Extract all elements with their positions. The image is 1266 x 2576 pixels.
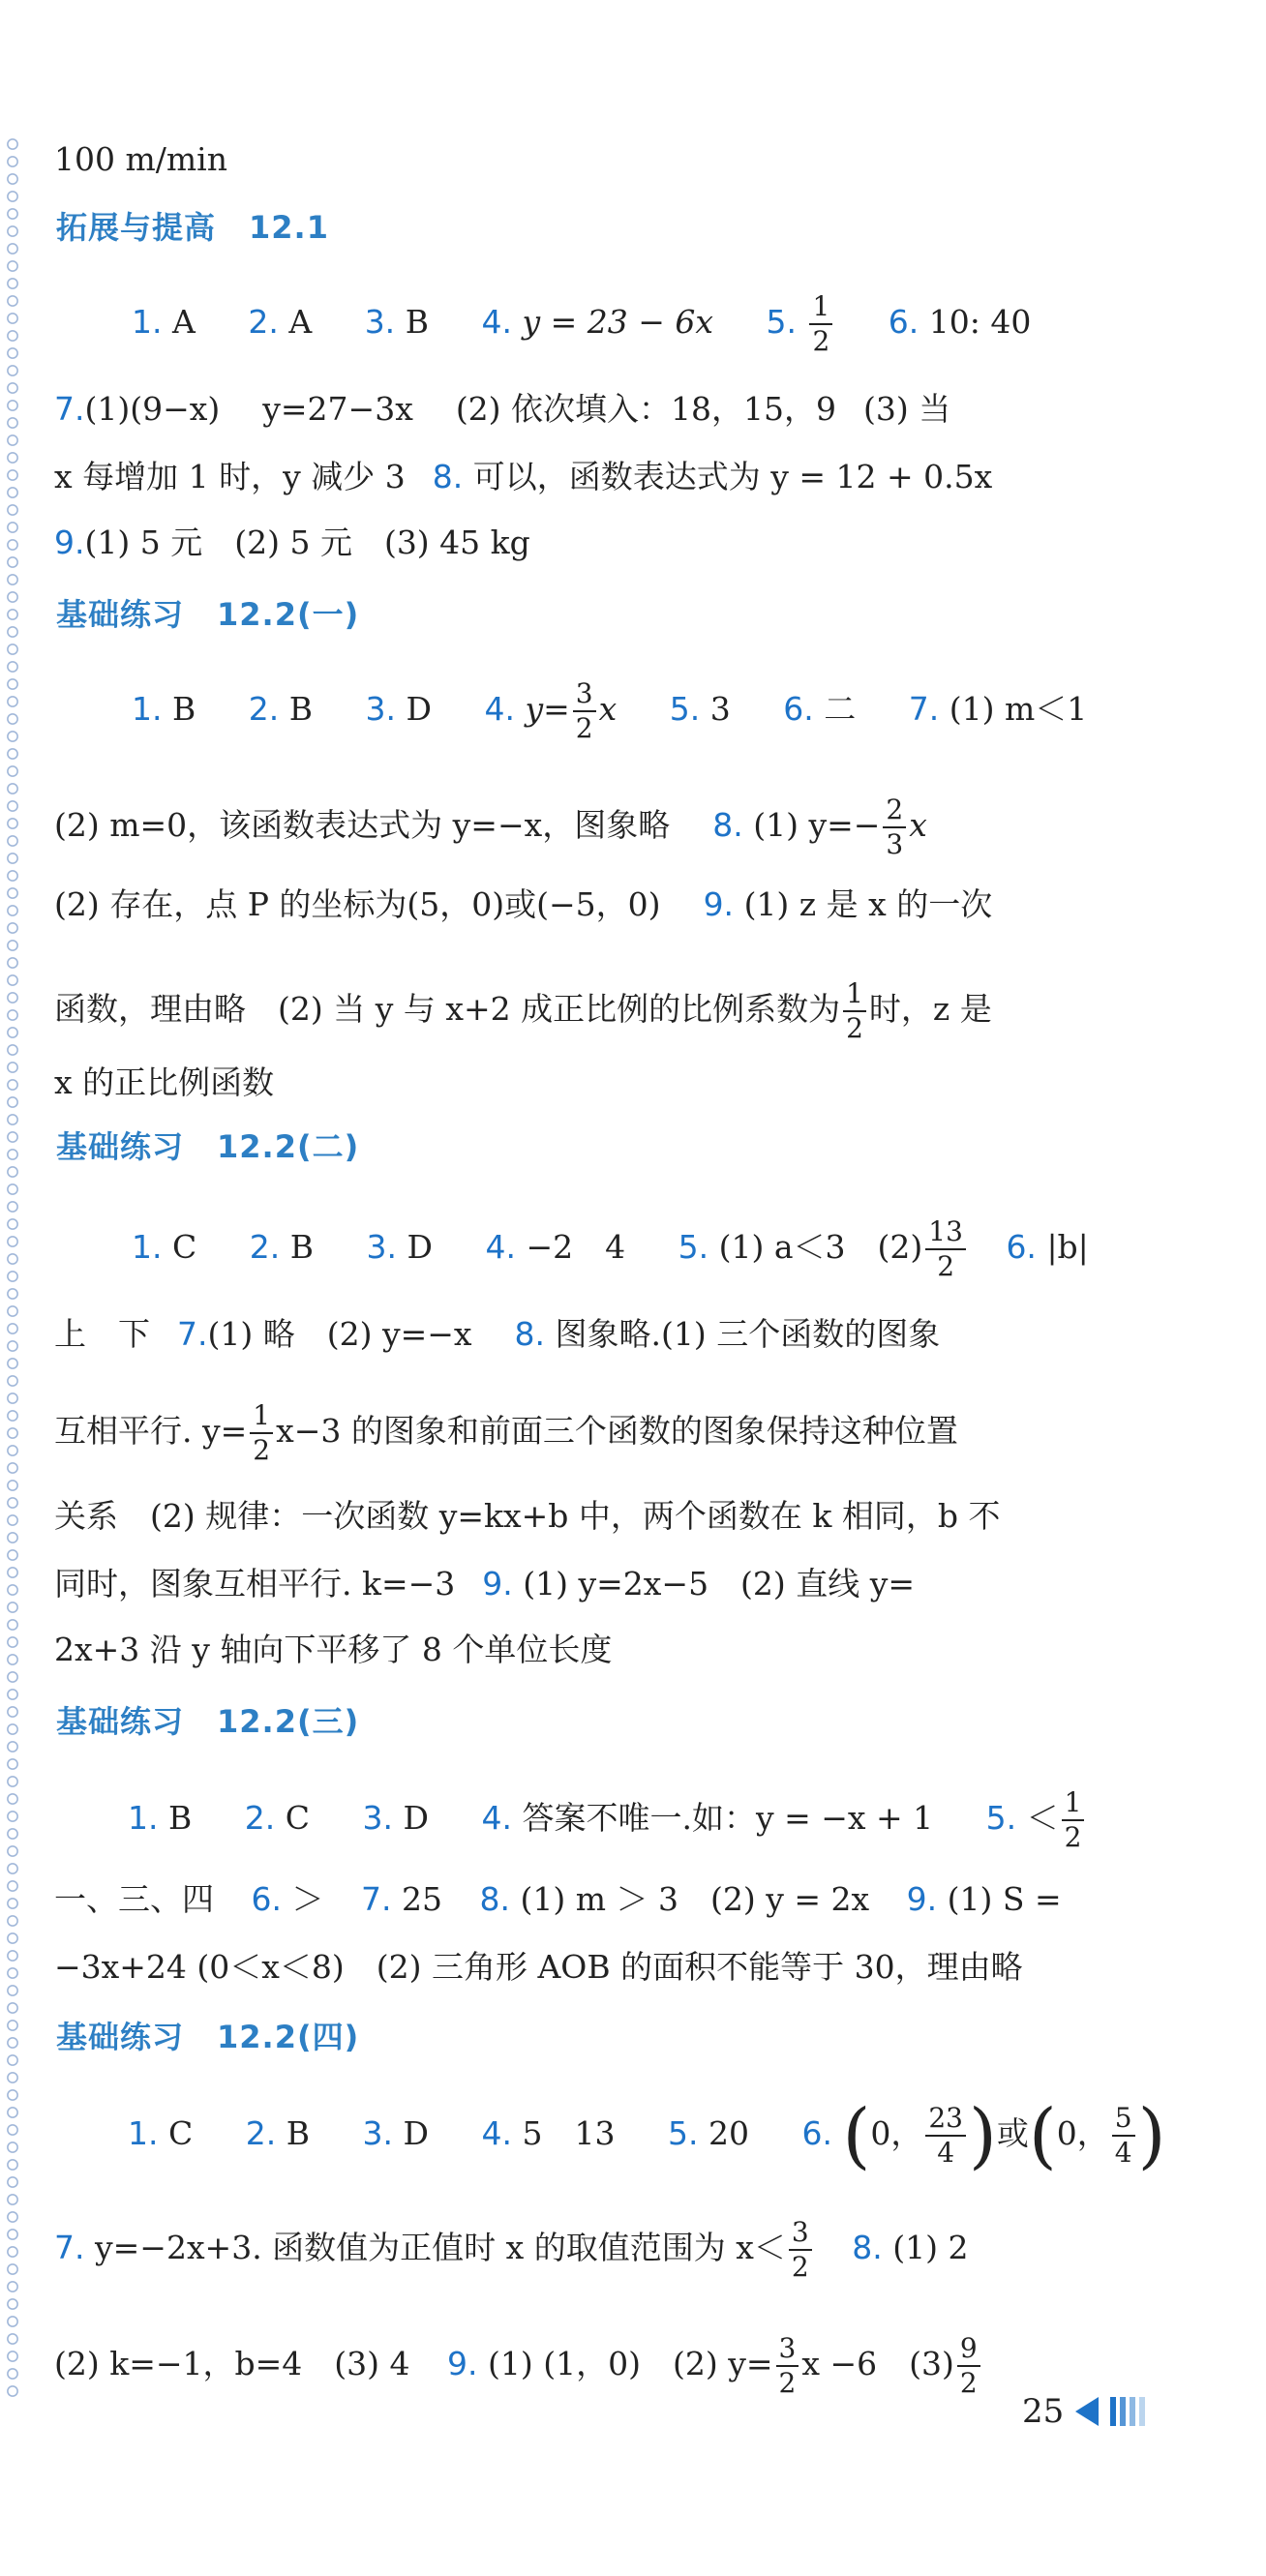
s2-line-3: (2) 存在，点 P 的坐标为(5，0)或(−5，0) 9. (1) z 是 x 的一次	[54, 885, 993, 923]
left-arrow-icon	[1075, 2397, 1099, 2426]
answer: 10: 40	[928, 303, 1032, 341]
section-title: 拓展与提高	[56, 209, 217, 246]
q-number: 6.	[888, 303, 919, 341]
s1-line-3: x 每增加 1 时，y 减少 3 8. 可以，函数表达式为 y = 12 + 0.5x	[54, 458, 993, 495]
section-title: 基础练习	[56, 596, 185, 633]
s2-line-1: 1. B 2. B 3. D 4. y= $\frac{3}{2}$ x 5. 3 6. 二 7. (1) m＜1	[132, 677, 1088, 744]
section-title: 基础练习	[56, 2019, 185, 2055]
fraction: $\frac{3}{2}$	[776, 2332, 799, 2400]
s3-line-4: 关系 (2) 规律：一次函数 y=kx+b 中，两个函数在 k 相同，b 不	[54, 1497, 1001, 1535]
s2-line-5: x 的正比例函数	[54, 1063, 275, 1101]
fraction: $\frac{1}{2}$	[250, 1399, 273, 1467]
section-number: 12.2(三)	[217, 1703, 360, 1740]
q-number: 1.	[132, 303, 163, 341]
answer: B	[405, 303, 429, 341]
section-heading-1	[56, 203, 329, 248]
q-number: 5.	[766, 303, 797, 341]
top-line: 100 m/min	[54, 140, 227, 178]
fraction: $\frac{13}{2}$	[925, 1215, 966, 1283]
fraction: $\frac{5}{4}$	[1112, 2102, 1135, 2170]
s4-line-1: 1. B 2. C 3. D 4. 答案不唯一.如：y = −x + 1 5. ＜ $\frac{1}{2}$	[128, 1786, 1121, 1854]
s5-line-3: (2) k=−1，b=4 (3) 4 9. (1) (1，0) (2) y= $\frac{3}{2}$ x −6 (3) $\frac{9}{2}$	[54, 2332, 1121, 2400]
s2-line-4: 函数，理由略 (2) 当 y 与 x+2 成正比例的比例系数为 $\frac{1}{2}$ 时，z 是	[54, 977, 992, 1044]
section-number: 12.2(二)	[217, 1128, 360, 1165]
q-number: 7.	[54, 390, 85, 428]
s1-line-1	[132, 290, 1121, 358]
s1-line-2: 7.(1)(9−x) y=27−3x (2) 依次填入：18，15，9 (3) 当	[54, 390, 951, 428]
s3-line-6: 2x+3 沿 y 轴向下平移了 8 个单位长度	[54, 1631, 613, 1668]
fraction: $\frac{23}{4}$	[925, 2102, 966, 2170]
section-heading-3	[56, 1123, 359, 1167]
page-footer	[1022, 2392, 1145, 2431]
answer: A	[172, 303, 196, 341]
q-number: 3.	[364, 303, 396, 341]
fraction: $\frac{1}{2}$	[1062, 1786, 1085, 1854]
fraction: $\frac{1}{2}$	[809, 290, 832, 358]
decorative-chain-border	[6, 135, 19, 2400]
fraction: $\frac{9}{2}$	[957, 2332, 980, 2400]
s3-line-5: 同时，图象互相平行. k=−3 9. (1) y=2x−5 (2) 直线 y=	[54, 1565, 916, 1603]
fraction: $\frac{1}{2}$	[843, 977, 866, 1045]
section-heading-2	[56, 590, 359, 635]
answer: y = 23 − 6x	[522, 303, 713, 341]
q-number: 9.	[54, 524, 85, 561]
s4-line-3: −3x+24 (0＜x＜8) (2) 三角形 AOB 的面积不能等于 30，理由略	[54, 1948, 1023, 1986]
fraction: $\frac{3}{2}$	[789, 2216, 812, 2284]
s3-line-1: 1. C 2. B 3. D 4. −2 4 5. (1) a＜3 (2) $\frac{13}{2}$ 6. |b|	[132, 1215, 1089, 1282]
s2-line-2: (2) m=0，该函数表达式为 y=−x，图象略 8. (1) y=− $\frac{2}{3}$ x	[54, 794, 927, 860]
fraction: $\frac{2}{3}$	[883, 794, 906, 861]
fraction: $\frac{3}{2}$	[573, 677, 596, 745]
section-title: 基础练习	[56, 1128, 185, 1165]
answer: A	[288, 303, 313, 341]
s4-line-2: 一、三、四 6. ＞ 7. 25 8. (1) m ＞ 3 (2) y = 2x 9. (1) S =	[54, 1880, 1062, 1918]
section-number: 12.2(一)	[217, 596, 360, 633]
q-number: 8.	[432, 458, 464, 495]
s5-line-1: 1. C 2. B 3. D 4. 5 13 5. 20 6. (0， $\frac{23}{4}$ )或(0， $\frac{5}{4}$ )	[128, 2094, 1166, 2177]
s3-line-3: 互相平行. y= $\frac{1}{2}$ x−3 的图象和前面三个函数的图象保持这种位置	[54, 1399, 958, 1466]
section-number: 12.1	[249, 209, 329, 246]
section-heading-5	[56, 2013, 359, 2057]
q-number: 2.	[248, 303, 279, 341]
section-number: 12.2(四)	[217, 2019, 360, 2055]
s1-line-4: 9.(1) 5 元 (2) 5 元 (3) 45 kg	[54, 524, 530, 561]
page-number: 25	[1022, 2392, 1065, 2431]
s3-line-2: 上 下 7.(1) 略 (2) y=−x 8. 图象略.(1) 三个函数的图象	[54, 1315, 941, 1353]
bars-icon	[1110, 2397, 1145, 2426]
s5-line-2: 7. y=−2x+3. 函数值为正值时 x 的取值范围为 x＜ $\frac{3}{2}$ 8. (1) 2	[54, 2216, 969, 2283]
q-number: 4.	[481, 303, 512, 341]
section-heading-4	[56, 1697, 359, 1742]
section-title: 基础练习	[56, 1703, 185, 1740]
